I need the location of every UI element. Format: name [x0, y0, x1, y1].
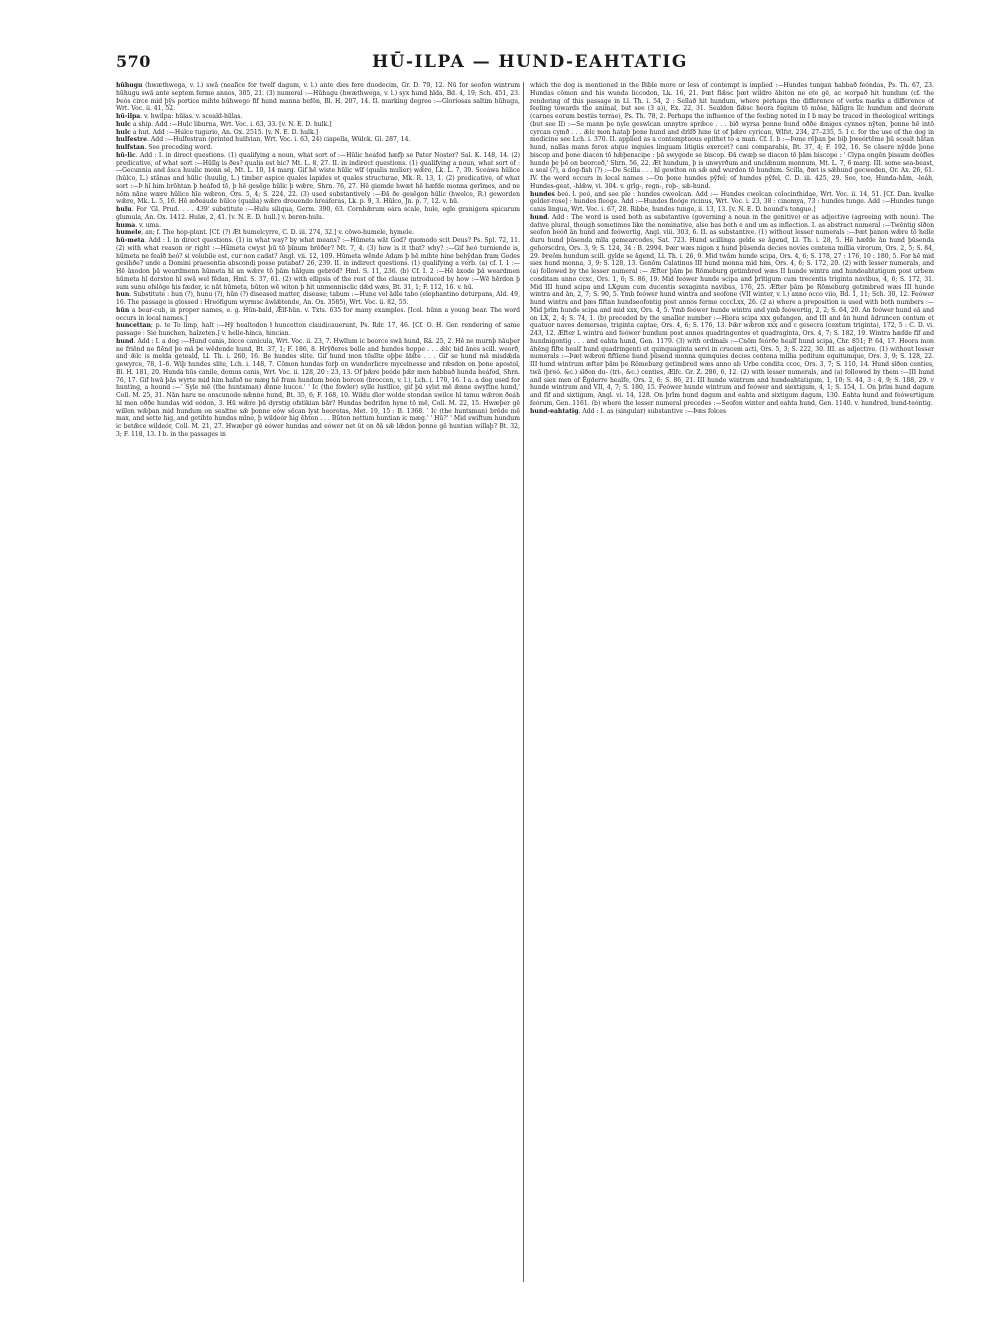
right-column [530, 82, 934, 1282]
page-number: 570 [116, 52, 151, 71]
dictionary-entry: hund. Add : The word is used both as substantive (governing a noun in the genitive) or as adjective (agreeing with noun). The dative plural, though sometimes like the nominative, also has both e and um as inflection. I. as abstract numeral :—Twēntig sīðon seofon beóð ān hund and feówertig, Angl. viii. 303, 6. II. as substantive. (1) without lesser numerals :—Þæt þanon wǣre tō helle duru hund þūsenda mīla gemearcodes, Sat. 723. Hund scillinga gelde se āgend, Ll. Th. i. 28, 5. Hē hæfde ān hund þūsenda gehorscdra, Ors. 3, 9; S. 124, 34 : B. 2994. Þær wæs nigon x hund þūsenda decies novies centena millia virorum, Ors. 2, 5; S. 84, 29. Þreōm hundum scill. gylde se āgend, Ll. Th. i. 26, 9. Mid twām hunde scipa, Ors. 4, 6; S. 178, 27 : 176, 10 : 180, 5. For hē mid siex hund monna, 3, 9; S. 128, 13. Genōm Calatinus III hund monna mid him, Ors. 4, 6; S. 172, 20. (2) with lesser numerals, and (a) followed by the lesser numeral :— Æfter þām þe Rōmeburg getimbred wæs II hunde wintra and hundeahtatigum post urbem conditam anno ccxc, Ors. 1, 6; S. 86, 19. Mid feówer hunde scipa and þrītigum cum trecentis triginta navibus, 4, 6; S. 172, 31. Mid III hund scipa and LXgum cum ducentis sexaginta navibus, 176, 25. Æfter þām þe Rōmeburg getimbred wæs III hunde wintra and ān, 2, 7; S. 90, 5. Ymb feówer hund wintra and seofone (VII winter, v. l.) anno occo viio, Bd. 1, 11; Sch. 30, 12. Feówer hund wintra and þæs fīftan hundseofontig post annos ferme ccccLxx, 26. (2 a) where a preposition is used with both numbers :—Mid þrīm hunde scipa and mid xxx, Ors. 4, 5. Ymb feówer hunde wintra and ymb feówertig, 2, 2; S. 64, 20. An feówer hund eā and on LX, 2, 4; S. 74, 1. (b) preceded by the smaller number :—Hiora scipa xxx gefangen, and III and ān hund ādruncen centum et quatuor naves demersae, triginta captae, Ors. 4, 6; S. 176, 13. Þǣr wǣron xxx and c gesecra (centum triginta), 172, 5 : C. D. vi. 243, 12. Æfter L wintra and feówer hundum post annos quadringentos et quadraginta, Ors. 4, 7; S. 182, 19. Wintra hæfde fīf and hundnigontig . . . and eahta hund, Gen. 1179. (3) with ordinals :—Cnōm feórðe healf hund scipa, Chr. 851; P. 64, 17. Heora mon āhēng fīfte healf hund quadringenti et quinquaginta servi in crucem acti, Ors. 5, 3; S. 222, 30. III. as adjective. (1) without lesser numerals :—Þæt wǣron fiftīene hund þūsend monna quinquies decies centena millia peditum equitumque, Ors. 3, 9; S. 128, 22. III hund wintrum æfter þām þe Rōmeburg getimbred wæs anno ab Urbe condita ccoc, Ors. 3, 7; S. 110, 14. Hund sīðon centies, twā (þreó. &c.) sīðon du- (tri-, &c.) centies, Ælfc. Gr. Z. 286, 6, 12. (2) with lesser numerals, and (a) followed by them :—III hund and siex men of Ēgderre healfe, Ors. 2, 6; S. 86, 21. III hunde wintrum and hundeahtatigum, 1, 10; S. 44, 3 : 4, 9; S. 188, 29. v hunde wintrum and VII, 4, 7; S. 180, 15. Feówer hunde wintrum and feówer and siextigum, 4, 1; S. 154, 1. On þrīm hund dagum and fīf and sixtigum, Angl. vi. 14, 128. On þrīm hund dagum and eahta and sixtigum dagum, 130. Eahta hund and feówertigum feórum, Gen. 1161. (b) where the lesser numeral precedes :—Seofon winter and eahta hund, Gen. 1140. v. hundred, hund-teóntig. [530, 213, 934, 407]
headword: hundes [530, 190, 555, 198]
headword: hun [116, 291, 130, 299]
dictionary-entry: humele, an; f. The hop-plant. [Cf. (?) Æt humelcyrre, C. D. iii. 274, 32.] v. cōwo-humele, hymele. [116, 229, 414, 237]
headword: humele [116, 229, 142, 237]
dictionary-entry: hulfestre. Add :—Hulfestran (printed hulfstan, Wrt. Voc. i. 63, 24) ciapella, Wülck. Gl. 287, 14. [116, 136, 411, 144]
dictionary-entry: huncettan; p. te To limp, halt :—Hȳ healtodon ł huncetton claudicauerunt, Ps. Rdr. 17, 46. [Cf. O. H. Ger. rendering of same passage : Sie hunchen, halzeten.] v. helle-hinca, hincian. [116, 322, 520, 337]
page-header [116, 52, 944, 74]
running-head: HŪ-ILPA — HUND-EAHTATIG [372, 52, 688, 72]
dictionary-entry: hūn a bear-cub, in proper names, e. g. Hūn-bald, Ǣlf-hūn. v. Txts. 635 for many examples. [Icel. hūnn a young bear. The word occurs in local names.] [116, 306, 520, 322]
dictionary-entry: which the dog is mentioned in the Bible more or less of contempt is implied :—Hundes tungan habbað feóndas, Ps. Th. 67, 23. Hundas cōmon and his wunda liccodon, Lk. 16, 21. Þæt flǣsc þæt wildro ābiton ne ete gē, ac worpað hit hundum (cf. the rendering of this passage in Ll. Th. i. 54, 2 : Sellað hit hundum, where perhaps the difference of verbs marks a difference of feeling towards the animal, but see (3 a)), Ex. 22, 31. Sealdon flǣsc heora fugium tō mōse, hālīgra līc hundum and deórum (carnes eorum bestiis terrae), Ps. Th. 78, 2. Perhaps the influence of the feeling noted in I b may be traced in theological writings (but see II) :—Se mann þe nyle geswīcan unnytre sprǣce . . . bið wyrsa þonne hund oððe ǣniges cynnes nȳten, þonne hē intō cyrcan cymð . . . ǣlc mon hataþ þone hund and drīfð hine üt of þǣre cyrican, Wlfst. 234, 27–235, 5. I c. for the use of the dog in medicine see Lch. i. 370. II. applied as a contemptuous epithet to a man. Cf. I. b :—Þone rēþan þe biþ þweórtēme þū scealt hātan hund, nallas mann ferox atque inquies linguam litigiis exercet? cani comparabis, Bt. 37, 4; F. 192, 16. Se cāsere nȳdde þone biscop and þone diacon tō hǣþenscipe : þā swygode se biscop. Ðā cwæþ se diacon tō þām biscope : ' Clypa ongēn þissum deófles hunde þe þē on beorceð,' Shrn. 56, 22. Æt hundum, þ is unwyrðum and unclǣnum monnum, Mt. L. 7, 6 marg. III. some sea-beast, a seal (?), a dog-fish (?) :—De Scilla . . . hī gewiton on sǣ and wurdon tō hundum. Scilla, ðæt is sǣhund gecweden, Or. Ax. 26, 61. IV. the word occurs in local names :—On þone hundes pȳfel; of hundes pȳfel, C. D. iii. 425, 29. See, too, Hunda-hām, -leáh, Hundes-geat, -hlǣw, vi. 304. v. grīg-, regn-, roþ-, sǣ-hund. [530, 82, 934, 190]
headword: hulc [116, 120, 131, 128]
dictionary-entry: huma. v. uma. [116, 221, 162, 229]
headword: hund [530, 213, 548, 221]
headword: huma [116, 221, 136, 229]
headword: huncettan [116, 322, 151, 330]
dictionary-entry: hundes beó. l. peó, and see pīe : hundes cweolcan. Add :— Hundes cwelcan colocinthidae, Wrt. Voc. ii. 14, 51. [Cf. Dan. kvalke gelder-rose] : hundes fleóge. Add :—Hundes fleóge ricinus, Wrt. Voc. i. 23, 38 : cinomya, 73 : hundes tunge. Add :—Hundes tunge canis lingua, Wrt. Voc. i. 67, 28. Ribbe, hundes tunge, ii. 13, 13. [v. N. E. D. hound's tongue.] [530, 190, 934, 213]
dictionary-entry: hū-meta. Add : I. in direct questions. (1) in what way? by what means? :—Hūmeta wāt God? quomodo scit Deus? Ps. Spl. 72, 11. (2) with what reason or right :—Hūmeta cwyst þū tō þīnum brēðer? Mt. 7, 4. (3) how is it that? why? :—Gif heó turniende is, hūmeta ne fealð heó? si volubile est, cur non cadat? Angl. vii. 12, 109. Hūmeta wēnde Adam þ hē mihte hine behȳdan fram Godes gesihðe? unde a Domini praesentia abscondi posse putabat? 26, 239. II. in indirect questions. (1) qualifying a verb. (a) cf. I. 1 :—Hē āxodon þā weardmenn hūmeta hī an wǣre tō þām hālgum gebröd? Hml. S. 11, 236. (b) Cf. I. 2 :—Hē āxode þā weardmen hūmeta hī dorston hī swā wel fēdan, Hml. S. 37, 61. (2) with ellipsis of the rest of the clause introduced by how :—Wē hērdon þ sum sunu ofslōge his fæder, ic nāt hūmeta, būton wē witon þ hit unmennisclic dǣd wæs, Bt. 31, 1; F. 112, 16. v. hū. [116, 237, 520, 291]
headword: hulc [116, 128, 131, 136]
dictionary-entry: hund-eahtatig. Add : I. as (singular) substantive :—Þæs folces [530, 407, 727, 415]
headword: hū-lic [116, 151, 136, 159]
dictionary-entry: hulc a ship. Add :—Hulc liburna, Wrt. Voc. i. 63, 33. [v. N. E. D. hulk.] [116, 120, 332, 128]
dictionary-entry: hū-ilpa. v. hwilpa: hūlas. v. sceald-hūlas. [116, 113, 243, 120]
dictionary-entry: hulfstan. See preceding word. [116, 144, 213, 151]
dictionary-entry: hulu. For 'Gl. Prud. . . . 439' substitute :—Hulu siliqua, Germ. 390, 63. Cornbǣrum eára scale, hule, egle granigera spicarum glumula, An. Ox. 1412. Hulæ, 2, 41. [v. N. E. D. hull.] v. beren-hulu. [116, 206, 520, 221]
headword: hūn [116, 306, 130, 314]
headword: hund [116, 337, 134, 345]
dictionary-entry: hulc a hut. Add :—Hulce tugurio, An. Ox. 2515. [v. N. E. D. hulk.] [116, 128, 318, 136]
dictionary-entry: hū-lic. Add : I. in direct questions. (1) qualifying a noun, what sort of :—Hūlic heáfod hæfþ se Pater Noster? Sal. K. 148, 14. (2) predicative, of what sort :—Hūlīg is ðes? qualis est hic? Mt. L. 8, 27. II. in indirect questions. (1) qualifying a noun, what sort of :—Gecunnia and āsca huulic monn sē, Mt. L. 10, 14 marg. Gif hē wiste hūlic wīf (qualis mulier) wǣre, Lk. L. 7, 39. Sceáwa hūlice (hūlco, L.) stānas and hūlic (huulig, L.) timber aspice quales lapides et quales structurae, Mk. R. 13, 1. (2) predicative, of what sort :—Þ hī him brōhtan þ heáfod tō, þ hē gesēge hūlic þ wǣre, Shrn. 76, 27. Hē giemde hwæt hē hæfde monna gerīmes, and ne nōm nāne wære hūlice hīe wǣron, Ors. 5, 4; S. 224, 22. (3) used substantively :—Ðā ðe gesēgon hūlic (hwelce, R.) geworden wǣre, Mk. L. 5, 16. Hē æðeáude hūlco (qualia) wǣro drouendo hreáferas, Lk. p. 9, 3. Hūlco, Jn. p. 7, 12. v. hū. [116, 151, 520, 206]
left-column [116, 82, 520, 1282]
dictionary-entry: hund. Add : I. a dog :—Hund canis, bicce canicula, Wrt. Voc. ii. 23, 7. Hwīlum ic beorce swā hund, Rä. 25, 2. Hē ne murnþ nāuþer ne friēnd ne fiēnd þe mā þe wēdende hund, Bt. 37, 1; F. 186, 8. Hrȳðeres belle and hundes hoppe . . . ǣlc bid ānes scill. weorð, and ǣlc is melda geteald, Ll. Th. i. 260, 16. Be hundes slite. Gif hund mon tōslīte oþþe ābīte . . . Gif se hund mā misdǣda gewyrce, 78, 1–6. Wiþ hundes slite, Lch. i. 148, 7. Cōmon hundas forþ on wundorlicre mycelnesse and rǣsdon on þone apostol, Bl. H. 181, 20. Hunda hūs canile, domus canis, Wrt. Voc. ii. 128, 20 : 23, 13. Of þǣre þeóde þǣr men habbað hunda heáfod, Shrn. 76, 17. Gif hwā þās wyrte mid him hafað ne mæg hē fram hundum beón borcen (broccen, v. l.), Lch. i. 170, 16. I a. a dog used for hunting, a hound :—' Syle mē (the huntsman) ǣnne hucce.' ' Ic (the fowler) sylle lustlīce, gif þū sylst mē ǣnne swyftne hund,' Coll. M. 25, 31. Nān haru ne onscunode nǣnne hund, Bt. 35, 6; F. 168, 10. Wildu dīor wolde stondan swilce hī tamu wǣron ðeáh hī men oððe hundas wid eódon, 3. Hū wǣre þū dyrstig ofstikian bār? Hundas bedrifon hyne tō mē, Coll. M. 22, 15. Hwæþer gē willen wǣþan mid hundum on sealtne sǣ þonne eów sēcan lyst heorotas, Met. 19, 15 : B. 1368. ' Ic (the huntsman) brēde mē max, and sette hig, and getihte hundas mīne, þ wildeór hig ēhton . . . Būton nettum huntian ic mæg.' ' Hū?' ' Mid swiftum hundum ic betǣce wildeór, Coll. M. 21, 27. Hwæþer gē eówer hundas and eówer net üt on ðā sǣ lǣdon þonne gē huntian willaþ? Bt. 32, 3; F. 118, 13. I b. in the passages in [116, 337, 520, 438]
headword: hund-eahtatig [530, 407, 579, 415]
column-divider [523, 82, 524, 1282]
headword: hulfestre [116, 136, 148, 144]
dictionary-entry: hun. Substitute : hun (?), hunu (?), hūn (?) diseased matter, disease; tabum :—Hune vel ādle tabo (elephantino deturpans, Ald. 49, 16. The passage is glossed : Hreófigum wyrmsc āwlǣtende, An. Ox. 3585), Wrt. Voc. ii. 82, 55. [116, 291, 520, 306]
headword: hulu [116, 206, 132, 213]
headword: hū-meta [116, 237, 145, 244]
headword: hū-ilpa [116, 113, 141, 120]
headword: hūhugu [116, 82, 143, 89]
headword: hulfstan [116, 144, 145, 151]
dictionary-entry: hūhugu (hwæthwega, v. l.) swā (nealīce for twelf dagum, v. l.) ante dies fere duodecim, Gr. D. 79, 12. Nū for seofon wintrum hūhugu swā ante septem ferme annos, 305, 21. (3) numeral :—Hūhugu (hwæthwega, v. l.) syx hund hīda, Bd. 4, 19; Sch. 451, 23. Þeós circe mid þȳs portice mihte hūhwego fīf hund manna befōn, Bl. H. 207, 14. II. marking degree :—Gloriosas saltim hūhugu, Wrt. Voc. ii. 41, 52. [116, 82, 520, 113]
